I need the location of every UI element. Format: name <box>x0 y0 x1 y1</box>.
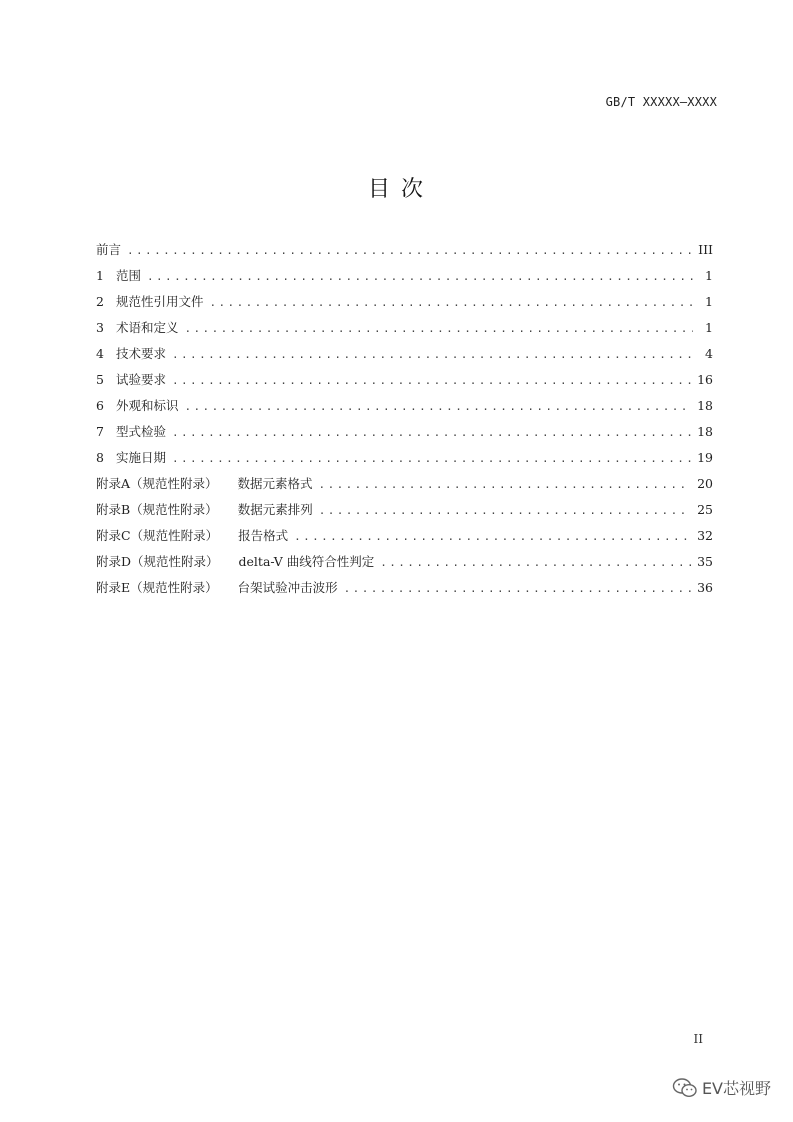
standard-code: GB/T XXXXX—XXXX <box>605 95 717 109</box>
dot-leader <box>185 316 693 342</box>
toc-entry-label: 数据元素格式 <box>237 476 313 491</box>
annex-label: 附录D（规范性附录） <box>96 554 219 569</box>
toc-entry-page: 16 <box>697 372 713 387</box>
toc-entry-preface[interactable] <box>96 237 713 263</box>
toc-entry-5[interactable] <box>96 367 713 393</box>
toc-entry-7[interactable] <box>96 419 713 445</box>
toc-entry-2[interactable] <box>96 289 713 315</box>
toc-entry-page: 18 <box>697 424 713 439</box>
dot-leader <box>172 342 693 368</box>
toc-entry-page: 32 <box>697 528 713 543</box>
toc-entry-number: 5 <box>96 372 104 387</box>
toc-entry-page: 36 <box>697 580 713 595</box>
dot-leader <box>172 368 691 394</box>
annex-label: 附录B（规范性附录） <box>96 502 218 517</box>
dot-leader <box>294 524 691 550</box>
toc-entry-label: delta-V 曲线符合性判定 <box>238 554 375 569</box>
toc-entry-3[interactable] <box>96 315 713 341</box>
toc-entry-number: 6 <box>96 398 104 413</box>
toc-entry-label: 技术要求 <box>116 346 167 361</box>
toc-entry-label: 台架试验冲击波形 <box>237 580 338 595</box>
toc-entry-label: 范围 <box>116 268 142 283</box>
annex-label: 附录C（规范性附录） <box>96 528 219 543</box>
toc-entry-page: 18 <box>697 398 713 413</box>
toc-entry-label: 前言 <box>96 242 122 257</box>
toc-entry-annex-c[interactable] <box>96 523 713 549</box>
toc-entry-label: 实施日期 <box>116 450 167 465</box>
toc-entry-annex-e[interactable] <box>96 575 713 601</box>
toc-entry-page: 35 <box>697 554 713 569</box>
toc-entry-annex-a[interactable] <box>96 471 713 497</box>
toc-entry-label: 外观和标识 <box>116 398 179 413</box>
toc-entry-1[interactable] <box>96 263 713 289</box>
toc-entry-label: 术语和定义 <box>116 320 179 335</box>
toc-entry-page: 1 <box>705 320 713 335</box>
dot-leader <box>172 446 691 472</box>
toc-entry-8[interactable] <box>96 445 713 471</box>
toc-entry-label: 试验要求 <box>116 372 167 387</box>
toc-entry-page: 19 <box>697 450 713 465</box>
toc-entry-6[interactable] <box>96 393 713 419</box>
dot-leader <box>319 498 691 524</box>
dot-leader <box>380 550 691 576</box>
dot-leader <box>127 238 692 264</box>
dot-leader <box>210 290 693 316</box>
toc-entry-page: 1 <box>705 268 713 283</box>
watermark <box>672 1076 771 1099</box>
toc-entry-number: 8 <box>96 450 104 465</box>
dot-leader <box>147 264 693 290</box>
toc-entry-page: 1 <box>705 294 713 309</box>
dot-leader <box>185 394 692 420</box>
toc-entry-label: 数据元素排列 <box>237 502 313 517</box>
toc-entry-page: 20 <box>697 476 713 491</box>
toc-entry-page: 25 <box>697 502 713 517</box>
toc-entry-number: 1 <box>96 268 104 283</box>
toc-entry-number: 7 <box>96 424 104 439</box>
toc-entry-label: 型式检验 <box>116 424 167 439</box>
dot-leader <box>172 420 691 446</box>
toc-entry-number: 4 <box>96 346 104 361</box>
dot-leader <box>344 576 691 602</box>
toc-entry-label: 规范性引用文件 <box>116 294 204 309</box>
toc-entry-label: 报告格式 <box>238 528 289 543</box>
wechat-icon <box>672 1077 698 1099</box>
annex-label: 附录E（规范性附录） <box>96 580 218 595</box>
page-title: 目 次 <box>368 177 425 202</box>
toc-entry-page: 4 <box>705 346 713 361</box>
page-number: II <box>693 1032 703 1046</box>
toc-entry-number: 3 <box>96 320 104 335</box>
toc-entry-annex-d[interactable] <box>96 549 713 575</box>
toc-entry-annex-b[interactable] <box>96 497 713 523</box>
watermark-text: EV芯视野 <box>701 1079 771 1098</box>
annex-label: 附录A（规范性附录） <box>96 476 218 491</box>
toc-entry-page: III <box>698 242 713 257</box>
table-of-contents <box>96 237 713 601</box>
dot-leader <box>319 472 692 498</box>
toc-entry-number: 2 <box>96 294 104 309</box>
toc-entry-4[interactable] <box>96 341 713 367</box>
